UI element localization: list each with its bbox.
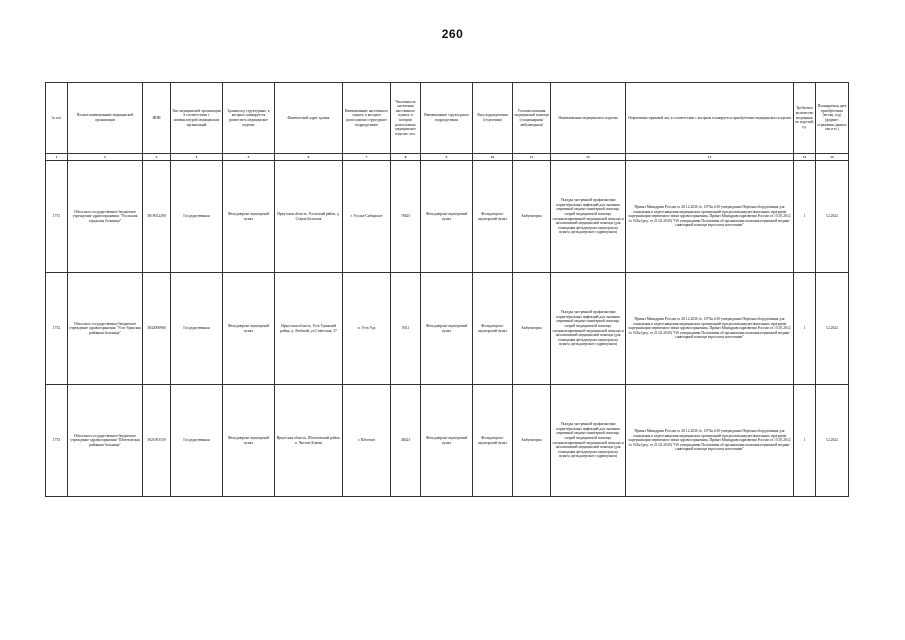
- header-cell: Полное наименование медицинской организации: [68, 83, 143, 154]
- column-number: 12: [551, 154, 626, 161]
- cell-population: 48423: [391, 385, 421, 497]
- column-number: 8: [391, 154, 421, 161]
- cell-population: 5921: [391, 273, 421, 385]
- cell-building: Фельдшерско-акушерский пункт: [223, 385, 275, 497]
- cell-date: 12.2022: [816, 273, 849, 385]
- cell-locality: г. Усолье-Сибирское: [343, 161, 391, 273]
- column-number-row: [46, 154, 849, 161]
- cell-org-type: Государственная: [171, 385, 223, 497]
- header-cell: Тип медицинской организации в соответствии с номенклатурой медицинских организаций: [171, 83, 223, 154]
- header-cell: Здания под структурные, в которых планируется разместить медицинское изделие: [223, 83, 275, 154]
- cell-quantity: 1: [794, 273, 816, 385]
- cell-population: 76825: [391, 161, 421, 273]
- header-cell: Фактический адрес здания: [275, 83, 343, 154]
- column-number: 7: [343, 154, 391, 161]
- cell-legal-act: Приказ Минздрава России от 28.12.2020 № 1379н «Об утверждении Перечня оборудования для оснащения и переоснащения медицинских организаций при реализации региональных программ модернизации первичного звена здравоохранения» Приказ Минздравсоцразвития России от 15.05.2012 № 543н (ред. от 21.02.2020) "Об утверждении Положения об организации оказания первичной медико-санитарной помощи взрослому населению": [626, 385, 794, 497]
- cell-locality: п. Усть-Уда: [343, 273, 391, 385]
- cell-row-number: 1753: [46, 385, 68, 497]
- table-header-row: [46, 83, 849, 154]
- page-number: 260: [441, 27, 464, 41]
- cell-building: Фельдшерско-акушерский пункт: [223, 273, 275, 385]
- cell-quantity: 1: [794, 161, 816, 273]
- cell-conditions: Амбулаторно: [513, 161, 551, 273]
- column-number: 9: [421, 154, 473, 161]
- cell-address: Иркутская область, Шелеховский район, п. Чистые Ключи: [275, 385, 343, 497]
- registry-table: [45, 82, 849, 497]
- cell-address: Иркутская область, Усть-Удинский район, д. Любятай, ул.Советская, 37: [275, 273, 343, 385]
- header-cell: Вид подразделения (отделения): [473, 83, 513, 154]
- cell-organization: Областное государственное бюджетное учреждение здравоохранения "Усольская городская больница": [68, 161, 143, 273]
- column-number: 13: [626, 154, 794, 161]
- cell-row-number: 1752: [46, 273, 68, 385]
- cell-quantity: 1: [794, 385, 816, 497]
- cell-conditions: Амбулаторно: [513, 385, 551, 497]
- header-cell: Условия оказания медицинской помощи (стационарная/амбулаторная): [513, 83, 551, 154]
- cell-inn: 3821001539: [143, 385, 171, 497]
- header-cell: ИНН: [143, 83, 171, 154]
- header-cell: Нормативно-правовой акт, в соответствии с которым планируется приобретение медицинского изделия: [626, 83, 794, 154]
- cell-kind: Фельдшерско-акушерский пункт: [473, 273, 513, 385]
- cell-row-number: 1751: [46, 161, 68, 273]
- cell-unit: Фельдшерско-акушерский пункт: [421, 161, 473, 273]
- column-number: 10: [473, 154, 513, 161]
- cell-organization: Областное государственное бюджетное учреждение здравоохранения "Шелеховская районная больница": [68, 385, 143, 497]
- column-number: 1: [46, 154, 68, 161]
- table-row: [46, 385, 849, 497]
- cell-legal-act: Приказ Минздрава России от 28.12.2020 № 1379н «Об утверждении Перечня оборудования для оснащения и переоснащения медицинских организаций при реализации региональных программ модернизации первичного звена здравоохранения» Приказ Минздравсоцразвития России от 15.05.2012 № 543н (ред. от 21.02.2020) "Об утверждении Положения об организации оказания первичной медико-санитарной помощи взрослому населению": [626, 273, 794, 385]
- cell-device: Укладка экстренной профилактики парентеральных инфекций для оказания первичной медико-санитарной помощи, скорой медицинской помощи, специализированной медицинской помощи и паллиативной медицинской помощи (для оснащения фельдшерско-акушерского пункта, фельдшерского здравпункта): [551, 161, 626, 273]
- header-cell: Численность населения населенного пункта, в котором расположено медицинское изделие, чел.: [391, 83, 421, 154]
- table-row: [46, 161, 849, 273]
- cell-date: 12.2022: [816, 385, 849, 497]
- cell-date: 12.2022: [816, 161, 849, 273]
- cell-legal-act: Приказ Минздрава России от 28.12.2020 № 1379н «Об утверждении Перечня оборудования для оснащения и переоснащения медицинских организаций при реализации региональных программ модернизации первичного звена здравоохранения» Приказ Минздравсоцразвития России от 15.05.2012 № 543н (ред. от 21.02.2020) "Об утверждении Положения об организации оказания первичной медико-санитарной помощи взрослому населению": [626, 161, 794, 273]
- cell-inn: 3819012290: [143, 161, 171, 273]
- cell-unit: Фельдшерско-акушерский пункт: [421, 273, 473, 385]
- cell-unit: Фельдшерско-акушерский пункт: [421, 385, 473, 497]
- cell-kind: Фельдшерско-акушерский пункт: [473, 161, 513, 273]
- cell-device: Укладка экстренной профилактики парентеральных инфекций для оказания первичной медико-санитарной помощи, скорой медицинской помощи, специализированной медицинской помощи и паллиативной медицинской помощи (для оснащения фельдшерско-акушерского пункта, фельдшерского здравпункта): [551, 385, 626, 497]
- header-cell: Наименование структурного подразделения: [421, 83, 473, 154]
- column-number: 5: [223, 154, 275, 161]
- header-cell: № п/п: [46, 83, 68, 154]
- cell-locality: г. Шелехов: [343, 385, 391, 497]
- cell-organization: Областное государственное бюджетное учреждение здравоохранения "Усть-Удинская районная больница": [68, 273, 143, 385]
- column-number: 6: [275, 154, 343, 161]
- header-cell: Требуемое количество медицинских изделий, ед.: [794, 83, 816, 154]
- cell-org-type: Государственная: [171, 161, 223, 273]
- header-cell: Планируемая дата приобретения (месяц, год) (формат: отражения данных мм.гггг.): [816, 83, 849, 154]
- cell-kind: Фельдшерско-акушерский пункт: [473, 385, 513, 497]
- cell-address: Иркутская область, Усольский район, д. Старая Бельская: [275, 161, 343, 273]
- column-number: 11: [513, 154, 551, 161]
- header-cell: Наименование населенного пункта, в котором расположено структурное подразделение: [343, 83, 391, 154]
- cell-conditions: Амбулаторно: [513, 273, 551, 385]
- column-number: 2: [68, 154, 143, 161]
- column-number: 14: [794, 154, 816, 161]
- table-row: [46, 273, 849, 385]
- column-number: 15: [816, 154, 849, 161]
- column-number: 4: [171, 154, 223, 161]
- cell-device: Укладка экстренной профилактики парентеральных инфекций для оказания первичной медико-санитарной помощи, скорой медицинской помощи, специализированной медицинской помощи и паллиативной медицинской помощи (для оснащения фельдшерско-акушерского пункта, фельдшерского здравпункта): [551, 273, 626, 385]
- header-cell: Наименование медицинского изделия: [551, 83, 626, 154]
- cell-inn: 3842000960: [143, 273, 171, 385]
- cell-building: Фельдшерско-акушерский пункт: [223, 161, 275, 273]
- cell-org-type: Государственная: [171, 273, 223, 385]
- column-number: 3: [143, 154, 171, 161]
